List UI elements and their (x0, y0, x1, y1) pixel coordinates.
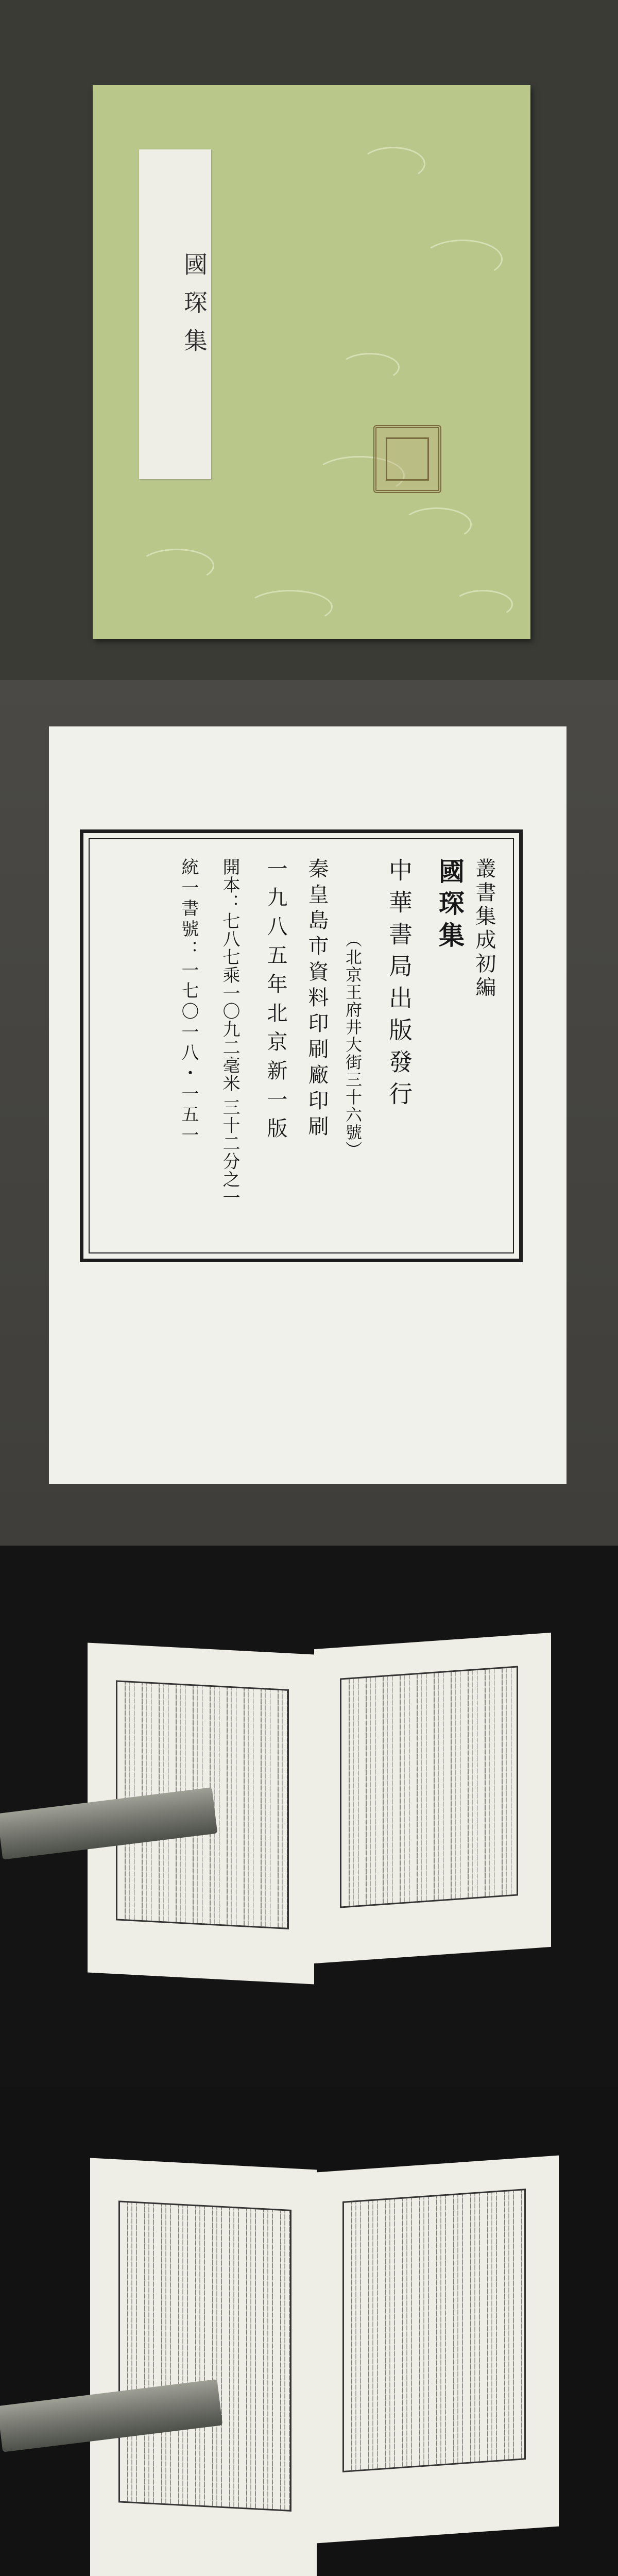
right-page (314, 1633, 551, 1963)
photo-open-book-1 (0, 1546, 618, 2087)
series-title: 叢書集成初編 (472, 858, 496, 1000)
left-page (90, 2158, 317, 2576)
text-block (342, 2189, 526, 2472)
right-page (317, 2156, 559, 2544)
text-block (340, 1666, 518, 1908)
publisher: 中華書局出版發行 (385, 858, 413, 1113)
edition: 一九八五年北京新一版 (264, 858, 287, 1146)
format: 開本：七八七乘一〇九二毫米 三十二分之一 (219, 858, 240, 1207)
text-block (118, 2200, 291, 2512)
publisher-address: （北京王府井大街三十六號） (343, 931, 363, 1159)
red-seal-stamp-icon (373, 425, 441, 493)
photo-open-book-2 (0, 2087, 618, 2576)
book-title: 國琛集 (435, 858, 465, 954)
title-slip (139, 149, 211, 479)
book-number: 統一書號：一七〇一八・一五一 (178, 858, 199, 1146)
cover-title: 國琛集 (180, 252, 208, 366)
colophon-frame (80, 829, 523, 1262)
photo-front-cover (0, 0, 618, 680)
colophon-page (49, 726, 566, 1484)
printer: 秦皇島市資料印刷廠印刷 (305, 858, 329, 1141)
front-cover (93, 85, 530, 639)
photo-colophon (0, 680, 618, 1546)
